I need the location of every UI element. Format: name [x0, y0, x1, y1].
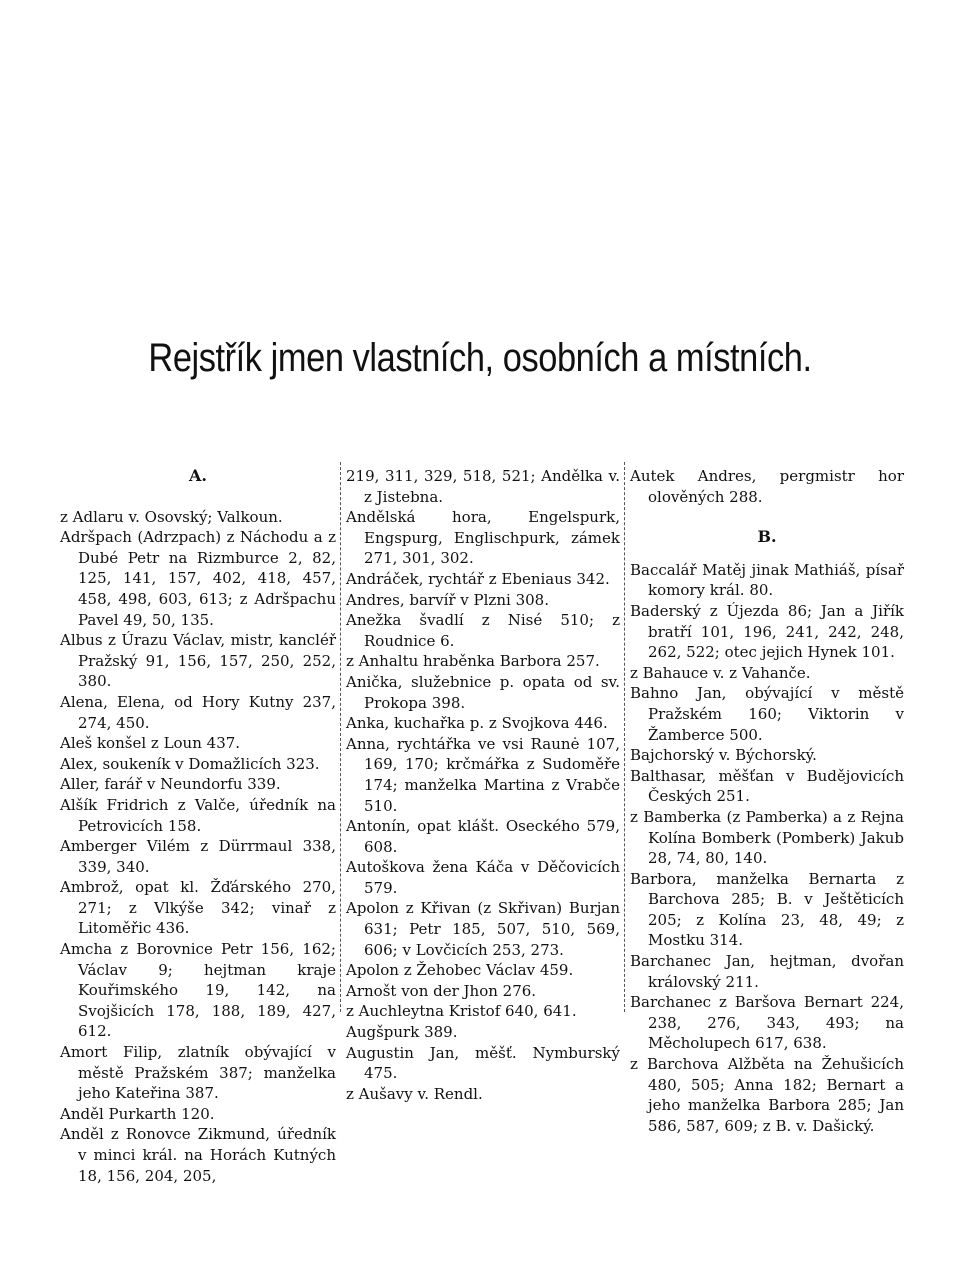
- index-entry: z Bahauce v. z Vahanče.: [630, 663, 811, 682]
- index-entry: Adršpach (Adrzpach) z Náchodu a z Dubé Petr na Rizmburce 2, 82, 125, 141, 157, 402, 418, 457, 458, 498, 603, 613; z Adršpachu Pavel 49, 50, 135.: [60, 528, 336, 629]
- column-divider: [624, 462, 625, 1012]
- index-entry: Aleš konšel z Loun 437.: [60, 734, 241, 753]
- index-entry: Andělská hora, Engelspurk, Engspurg, Englischpurk, zámek 271, 301, 302.: [346, 508, 620, 568]
- index-entry: Anka, kuchařka p. z Svojkova 446.: [346, 714, 608, 733]
- index-entry: Autek Andres, pergmistr hor olověných 288.: [630, 467, 904, 506]
- index-entry: Alena, Elena, od Hory Kutny 237, 274, 450.: [60, 692, 336, 732]
- index-entry: Baderský z Újezda 86; Jan a Jiřík bratří 101, 196, 241, 242, 248, 262, 522; otec jejich Hynek 101.: [630, 601, 904, 662]
- column-divider: [340, 462, 341, 1012]
- index-entry: Anděl z Ronovce Zikmund, úředník v minci král. na Horách Kutných 18, 156, 204, 205,: [60, 1125, 336, 1185]
- index-entry: Ambrož, opat kl. Žďárského 270, 271; z Vlkýše 342; vinař z Litoměřic 436.: [60, 878, 336, 938]
- index-entry: z Anhaltu hraběnka Barbora 257.: [346, 652, 600, 671]
- index-entry: z Barchova Alžběta na Žehušicích 480, 505; Anna 182; Bernart a jeho manželka Barbora 285; Jan 586, 587, 609; z B. v. Dašický.: [630, 1055, 904, 1135]
- section-letter: B.: [757, 527, 777, 547]
- index-entry: Albus z Úrazu Václav, mistr, kancléř Pražský 91, 156, 157, 250, 252, 380.: [60, 631, 336, 691]
- index-column-1: [60, 466, 336, 1186]
- index-entry: Arnošt von der Jhon 276.: [346, 981, 537, 1000]
- index-entry: Baccalář Matěj jinak Mathiáš, písař komory král. 80.: [630, 560, 904, 600]
- index-entry: Aller, farář v Neundorfu 339.: [60, 775, 281, 794]
- index-entry: Autoškova žena Káča v Děčovicích 579.: [346, 858, 620, 897]
- index-entry: Anna, rychtářka ve vsi Raunė 107, 169, 170; krčmářka z Sudoměře 174; manželka Martina z Vrabče 510.: [346, 734, 620, 815]
- index-entry: Apolon z Žehobec Václav 459.: [346, 961, 574, 980]
- index-entry: Amberger Vilém z Dürrmaul 338, 339, 340.: [60, 837, 336, 876]
- index-entry: Amcha z Borovnice Petr 156, 162; Václav 9; hejtman kraje Kouřimského 19, 142, na Svojšicích 178, 188, 189, 427, 612.: [60, 940, 336, 1041]
- index-entry: Apolon z Křivan (z Skřivan) Burjan 631; Petr 185, 507, 510, 569, 606; v Lovčicích 253, 273.: [346, 899, 620, 959]
- index-entry: Andráček, rychtář z Ebeniaus 342.: [346, 569, 610, 588]
- index-entry: 219, 311, 329, 518, 521; Andělka v. z Jistebna.: [346, 467, 620, 506]
- index-entry: Bajchorský v. Býchorský.: [630, 746, 817, 765]
- index-entry: Barchanec Jan, hejtman, dvořan královský 211.: [630, 952, 904, 991]
- page-title: Rejstřík jmen vlastních, osobních a místních.: [148, 336, 812, 380]
- index-entry: Antonín, opat klášt. Oseckého 579, 608.: [346, 817, 620, 856]
- index-entry: Augustin Jan, měšť. Nymburský 475.: [346, 1043, 620, 1083]
- index-entry: Alšík Fridrich z Valče, úředník na Petrovicích 158.: [60, 795, 336, 835]
- index-entry: Amort Filip, zlatník obývající v městě Pražském 387; manželka jeho Kateřina 387.: [60, 1043, 336, 1103]
- index-entry: Barchanec z Baršova Bernart 224, 238, 276, 343, 493; na Měcholupech 617, 638.: [630, 993, 904, 1053]
- index-entry: Augšpurk 389.: [346, 1023, 458, 1042]
- index-entry: z Aušavy v. Rendl.: [346, 1084, 483, 1103]
- index-entry: z Adlaru v. Osovský; Valkoun.: [60, 507, 283, 526]
- index-column-2: [346, 466, 620, 1104]
- section-letter: A.: [189, 466, 207, 485]
- index-entry: Anděl Purkarth 120.: [60, 1104, 215, 1123]
- index-entry: Andres, barvíř v Plzni 308.: [346, 590, 549, 609]
- index-entry: Balthasar, měšťan v Budějovicích Českých 251.: [630, 766, 904, 806]
- index-entry: Anička, služebnice p. opata od sv. Prokopa 398.: [346, 672, 620, 712]
- index-entry: z Auchleytna Kristof 640, 641.: [346, 1002, 577, 1021]
- index-entry: z Bamberka (z Pamberka) a z Rejna Kolína Bomberk (Pomberk) Jakub 28, 74, 80, 140.: [630, 807, 904, 868]
- index-entry: Alex, soukeník v Domažlicích 323.: [60, 754, 320, 773]
- index-entry: Anežka švadlí z Nisé 510; z Roudnice 6.: [346, 611, 620, 650]
- index-column-3: [630, 466, 904, 1136]
- index-entry: Bahno Jan, obývající v městě Pražském 160; Viktorin v Žamberce 500.: [630, 684, 904, 744]
- index-entry: Barbora, manželka Bernarta z Barchova 285; B. v Ještěticích 205; z Kolína 23, 48, 49; z Mostku 314.: [630, 869, 904, 950]
